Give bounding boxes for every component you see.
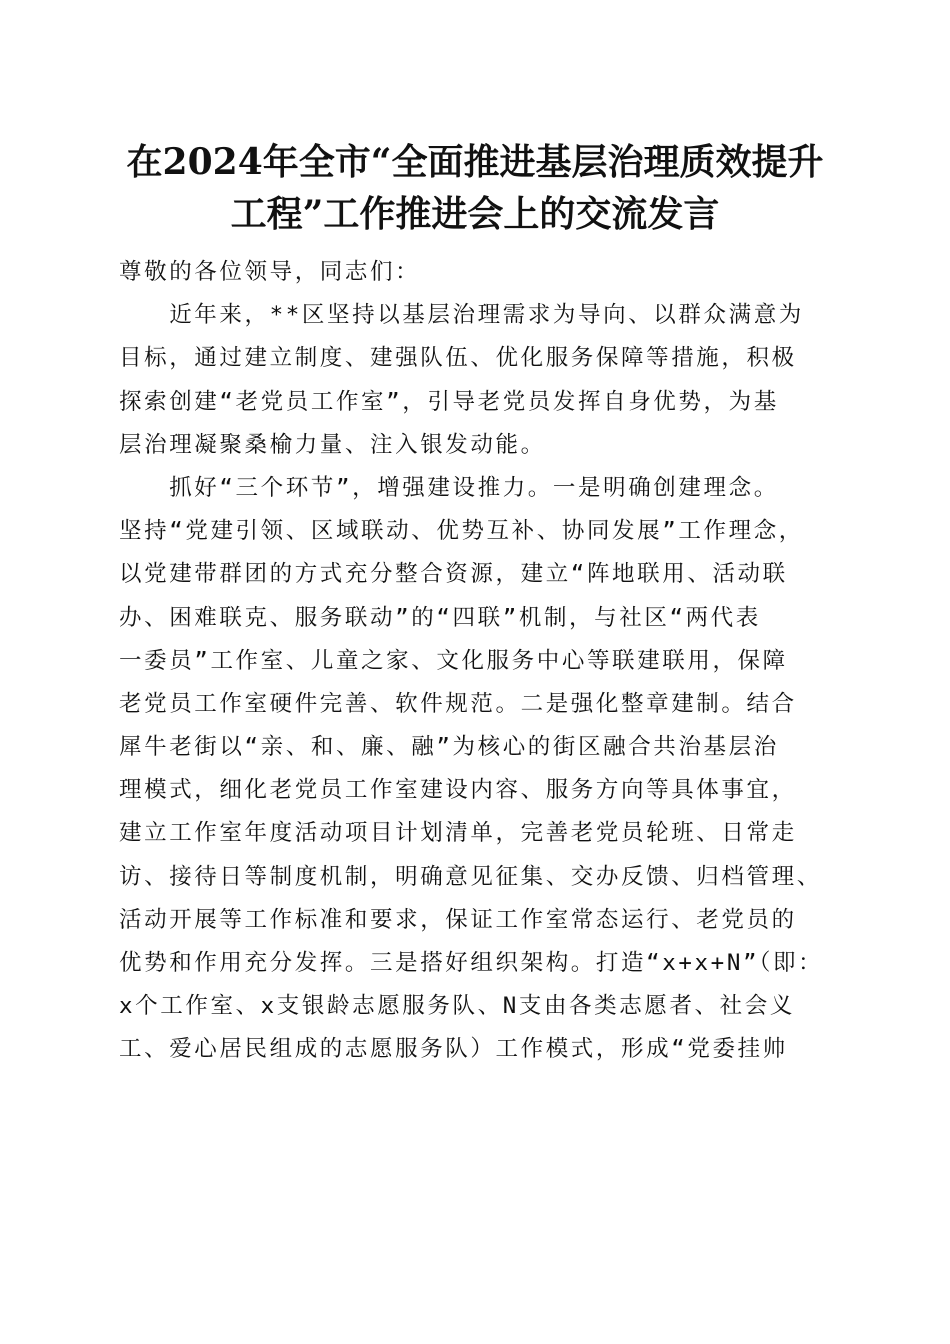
salutation: 尊敬的各位领导，同志们： xyxy=(119,259,421,285)
body-line: 建立工作室年度活动项目计划清单，完善老党员轮班、日常走 xyxy=(119,820,797,847)
body-line: 办、困难联克、服务联动”的“四联”机制，与社区“两代表 xyxy=(119,604,761,631)
body-line: 抓好“三个环节”，增强建设推力。一是明确创建理念。 xyxy=(119,474,779,501)
body-line: 老党员工作室硬件完善、软件规范。二是强化整章建制。结合 xyxy=(119,690,797,717)
document-body xyxy=(119,251,859,1072)
body-line: x个工作室、x支银龄志愿服务队、N支由各类志愿者、社会义 xyxy=(119,993,795,1020)
body-line: 工、爱心居民组成的志愿服务队）工作模式，形成“党委挂帅 xyxy=(119,1036,788,1063)
body-line: 目标，通过建立制度、建强队伍、优化服务保障等措施，积极 xyxy=(119,345,797,372)
body-line: 近年来，**区坚持以基层治理需求为导向、以群众满意为 xyxy=(119,302,804,329)
body-line: 一委员”工作室、儿童之家、文化服务中心等联建联用，保障 xyxy=(119,647,788,674)
body-line: 活动开展等工作标准和要求，保证工作室常态运行、老党员的 xyxy=(119,906,797,933)
body-line: 犀牛老街以“亲、和、廉、融”为核心的街区融合共治基层治 xyxy=(119,734,779,761)
body-line: 访、接待日等制度机制，明确意见征集、交办反馈、归档管理、 xyxy=(119,863,822,890)
body-line: 坚持“党建引领、区域联动、优势互补、协同发展”工作理念， xyxy=(119,518,804,545)
body-line: 探索创建“老党员工作室”，引导老党员发挥自身优势，为基 xyxy=(119,388,779,415)
body-line: 理模式，细化老党员工作室建设内容、服务方向等具体事宜， xyxy=(119,777,797,804)
body-line: 层治理凝聚桑榆力量、注入银发动能。 xyxy=(119,431,546,458)
body-line: 以党建带群团的方式充分整合资源，建立“阵地联用、活动联 xyxy=(119,561,788,588)
title-line-1: 在2024年全市“全面推进基层治理质效提升 xyxy=(126,141,824,183)
body-line: 优势和作用充分发挥。三是搭好组织架构。打造“x+x+N”（即： xyxy=(119,950,824,976)
document-title xyxy=(90,136,860,240)
title-line-2: 工程”工作推进会上的交流发言 xyxy=(230,193,720,235)
